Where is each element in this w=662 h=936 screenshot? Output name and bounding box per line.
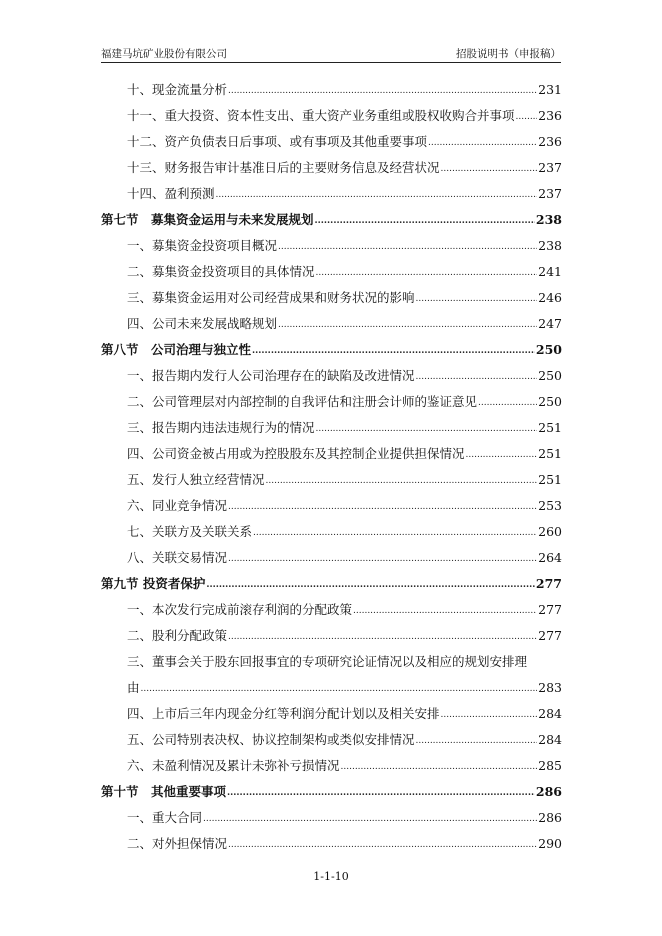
toc-dot-leader xyxy=(227,788,535,804)
toc-entry-title: 第八节 公司治理与独立性 xyxy=(101,342,252,357)
toc-entry-title: 十二、资产负债表日后事项、或有事项及其他重要事项 xyxy=(127,134,428,149)
toc-dot-leader xyxy=(441,164,538,180)
toc-dot-leader xyxy=(278,320,537,336)
toc-entry[interactable] xyxy=(101,492,562,518)
toc-entry[interactable] xyxy=(101,102,562,128)
toc-entry[interactable] xyxy=(101,674,562,700)
toc-dot-leader xyxy=(278,242,537,258)
toc-entry[interactable] xyxy=(101,726,562,752)
toc-entry-title: 一、募集资金投资项目概况 xyxy=(127,238,278,253)
toc-entry-page: 237 xyxy=(538,185,562,201)
toc-dot-leader xyxy=(228,86,537,102)
toc-entry[interactable] xyxy=(101,700,562,726)
toc-entry[interactable] xyxy=(101,596,562,622)
toc-entry-page: 251 xyxy=(538,445,562,461)
toc-entry-page: 236 xyxy=(538,133,562,149)
toc-dot-leader xyxy=(341,762,538,778)
toc-entry[interactable] xyxy=(101,648,562,674)
toc-section-entry[interactable] xyxy=(101,206,562,232)
toc-entry-title: 十一、重大投资、资本性支出、重大资产业务重组或股权收购合并事项 xyxy=(127,108,515,123)
toc-entry-title: 一、重大合同 xyxy=(127,810,203,825)
toc-entry-page: 277 xyxy=(535,575,562,591)
toc-entry[interactable] xyxy=(101,414,562,440)
toc-entry[interactable] xyxy=(101,232,562,258)
toc-dot-leader xyxy=(216,190,538,206)
page-footer xyxy=(0,870,662,883)
toc-entry-title: 六、同业竞争情况 xyxy=(127,498,228,513)
toc-dot-leader xyxy=(441,710,538,726)
toc-entry-page: 284 xyxy=(538,705,562,721)
toc-entry-page: 286 xyxy=(538,809,562,825)
toc-entry-title: 十三、财务报告审计基准日后的主要财务信息及经营状况 xyxy=(127,160,440,175)
toc-entry-page: 284 xyxy=(538,731,562,747)
toc-dot-leader xyxy=(416,736,538,752)
toc-dot-leader xyxy=(203,814,537,830)
toc-entry[interactable] xyxy=(101,518,562,544)
toc-entry-title: 第十节 其他重要事项 xyxy=(101,784,227,799)
toc-entry-title: 六、未盈利情况及累计未弥补亏损情况 xyxy=(127,758,340,773)
toc-entry-title: 二、对外担保情况 xyxy=(127,836,228,851)
toc-entry-title: 八、关联交易情况 xyxy=(127,550,228,565)
toc-dot-leader xyxy=(141,684,538,700)
toc-dot-leader xyxy=(428,138,537,154)
toc-dot-leader xyxy=(252,346,535,362)
toc-entry[interactable] xyxy=(101,804,562,830)
toc-entry-title: 七、关联方及关联关系 xyxy=(127,524,253,539)
toc-entry-page: 277 xyxy=(538,601,562,617)
toc-section-entry[interactable] xyxy=(101,778,562,804)
toc-entry-title: 第七节 募集资金运用与未来发展规划 xyxy=(101,212,314,227)
toc-entry-page: 285 xyxy=(538,757,562,773)
toc-dot-leader xyxy=(316,424,538,440)
toc-section-entry[interactable] xyxy=(101,570,562,596)
table-of-contents xyxy=(101,76,562,856)
toc-entry[interactable] xyxy=(101,154,562,180)
toc-entry-page: 277 xyxy=(538,627,562,643)
toc-entry-page: 241 xyxy=(538,263,562,279)
toc-entry[interactable] xyxy=(101,258,562,284)
toc-entry-title: 五、发行人独立经营情况 xyxy=(127,472,265,487)
toc-dot-leader xyxy=(416,294,538,310)
toc-entry-title: 第九节 投资者保护 xyxy=(101,576,206,591)
toc-entry-title: 四、公司资金被占用或为控股股东及其控制企业提供担保情况 xyxy=(127,446,465,461)
toc-dot-leader xyxy=(253,528,537,544)
page-header xyxy=(101,42,561,63)
toc-dot-leader xyxy=(416,372,538,388)
toc-entry-title: 三、报告期内违法违规行为的情况 xyxy=(127,420,315,435)
toc-entry-title: 由 xyxy=(127,680,140,695)
toc-entry-page: 251 xyxy=(538,419,562,435)
toc-entry-page: 251 xyxy=(538,471,562,487)
header-company-name: 福建马坑矿业股份有限公司 xyxy=(101,48,227,60)
toc-entry-page: 231 xyxy=(538,81,562,97)
toc-entry-title: 二、公司管理层对内部控制的自我评估和注册会计师的鉴证意见 xyxy=(127,394,478,409)
toc-dot-leader xyxy=(228,554,537,570)
page-number: 1-1-10 xyxy=(313,870,349,883)
toc-entry-page: 238 xyxy=(535,211,562,227)
toc-entry-title: 三、募集资金运用对公司经营成果和财务状况的影响 xyxy=(127,290,415,305)
toc-entry[interactable] xyxy=(101,752,562,778)
toc-dot-leader xyxy=(266,476,538,492)
toc-entry-page: 250 xyxy=(535,341,562,357)
toc-dot-leader xyxy=(478,398,537,414)
toc-dot-leader xyxy=(466,450,538,466)
toc-dot-leader xyxy=(206,580,535,596)
toc-entry-page: 236 xyxy=(538,107,562,123)
toc-entry-page: 247 xyxy=(538,315,562,331)
toc-entry-page: 246 xyxy=(538,289,562,305)
toc-entry-title: 二、募集资金投资项目的具体情况 xyxy=(127,264,315,279)
toc-entry[interactable] xyxy=(101,284,562,310)
toc-entry[interactable] xyxy=(101,362,562,388)
toc-entry-page: 237 xyxy=(538,159,562,175)
toc-entry[interactable] xyxy=(101,544,562,570)
toc-entry-title: 二、股利分配政策 xyxy=(127,628,228,643)
toc-entry-page: 283 xyxy=(538,679,562,695)
toc-entry-page: 253 xyxy=(538,497,562,513)
toc-entry[interactable] xyxy=(101,440,562,466)
toc-entry-title: 五、公司特别表决权、协议控制架构或类似安排情况 xyxy=(127,732,415,747)
toc-dot-leader xyxy=(228,502,537,518)
toc-section-entry[interactable] xyxy=(101,336,562,362)
toc-entry[interactable] xyxy=(101,76,562,102)
toc-entry-page: 260 xyxy=(538,523,562,539)
toc-dot-leader xyxy=(228,632,537,648)
toc-dot-leader xyxy=(353,606,537,622)
toc-dot-leader xyxy=(315,216,535,232)
toc-entry-title: 一、本次发行完成前滚存利润的分配政策 xyxy=(127,602,353,617)
toc-entry[interactable] xyxy=(101,466,562,492)
toc-entry[interactable] xyxy=(101,180,562,206)
toc-entry-title: 一、报告期内发行人公司治理存在的缺陷及改进情况 xyxy=(127,368,415,383)
toc-dot-leader xyxy=(228,840,537,856)
header-document-title: 招股说明书（申报稿） xyxy=(456,48,561,60)
toc-entry-page: 250 xyxy=(538,393,562,409)
toc-entry[interactable] xyxy=(101,622,562,648)
toc-entry-page: 286 xyxy=(535,783,562,799)
toc-dot-leader xyxy=(516,112,538,128)
toc-entry-page: 264 xyxy=(538,549,562,565)
toc-entry-title: 四、公司未来发展战略规划 xyxy=(127,316,278,331)
toc-entry-page: 250 xyxy=(538,367,562,383)
toc-entry[interactable] xyxy=(101,310,562,336)
toc-entry-title: 十四、盈利预测 xyxy=(127,186,215,201)
toc-entry[interactable] xyxy=(101,128,562,154)
toc-entry-title: 十、现金流量分析 xyxy=(127,82,228,97)
toc-entry-title: 三、董事会关于股东回报事宜的专项研究论证情况以及相应的规划安排理 xyxy=(127,654,528,669)
toc-entry-page: 238 xyxy=(538,237,562,253)
toc-entry[interactable] xyxy=(101,388,562,414)
toc-entry-title: 四、上市后三年内现金分红等利润分配计划以及相关安排 xyxy=(127,706,440,721)
toc-entry-page: 290 xyxy=(538,835,562,851)
toc-dot-leader xyxy=(316,268,538,284)
toc-entry[interactable] xyxy=(101,830,562,856)
